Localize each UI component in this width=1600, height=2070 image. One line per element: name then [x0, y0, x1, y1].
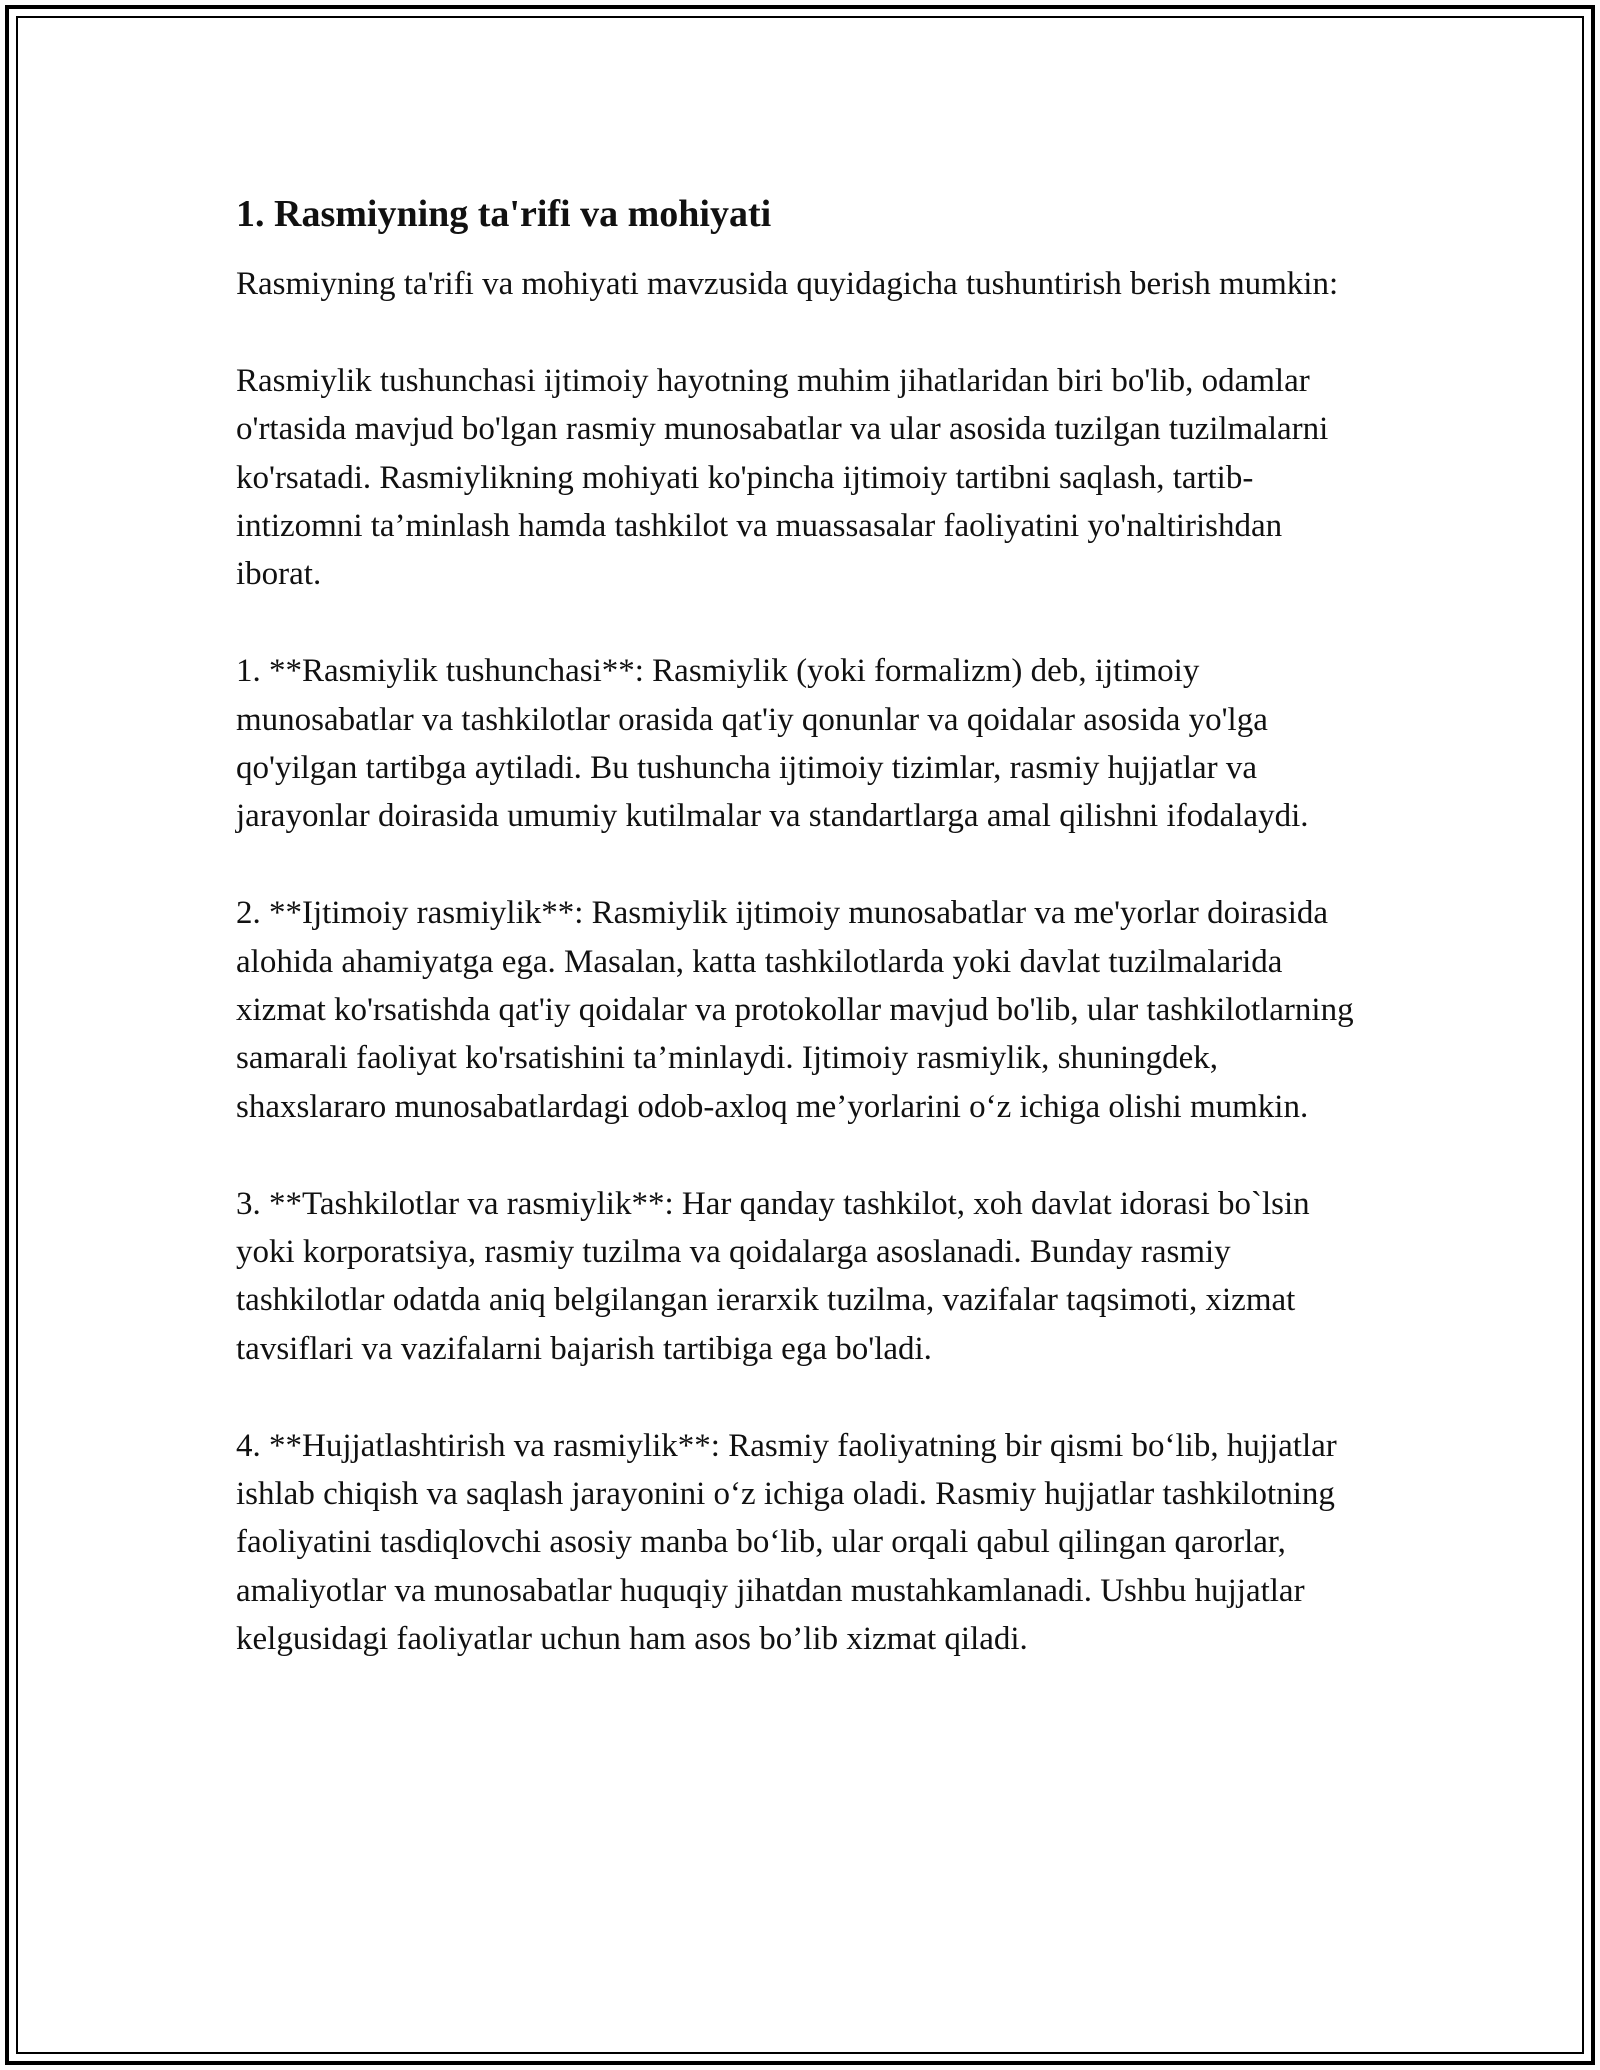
section-heading: 1. Rasmiyning ta'rifi va mohiyati [236, 193, 772, 235]
point-1-paragraph: 1. **Rasmiylik tushunchasi**: Rasmiylik (yoki formalizm) deb, ijtimoiy munosabatlar va tashkilotlar orasida qat'iy qonunlar va qoidalar asosida yo'lga qo'yilgan tartibga aytiladi. Bu tushuncha ijtimoiy tizimlar, rasmiy hujjatlar va jarayonlar doirasida umumiy kutilmalar va standartlarga amal qilishni ifodalaydi. [236, 653, 1309, 835]
point-2-paragraph: 2. **Ijtimoiy rasmiylik**: Rasmiylik ijtimoiy munosabatlar va me'yorlar doirasida alohida ahamiyatga ega. Masalan, katta tashkilotlarda yoki davlat tuzilmalarida xizmat ko'rsatishda qat'iy qoidalar va protokollar mavjud bo'lib, ular tashkilotlarning samarali faoliyat ko'rsatishini ta’minlaydi. Ijtimoiy rasmiylik, shuningdek, shaxslararo munosabatlardagi odob-axloq me’yorlarini o‘z ichiga olishi mumkin. [236, 895, 1354, 1125]
point-3-paragraph: 3. **Tashkilotlar va rasmiylik**: Har qanday tashkilot, xoh davlat idorasi bo`lsin yoki korporatsiya, rasmiy tuzilma va qoidalarga asoslanadi. Bunday rasmiy tashkilotlar odatda aniq belgilangan ierarxik tuzilma, vazifalar taqsimoti, xizmat tavsiflari va vazifalarni bajarish tartibiga ega bo'ladi. [236, 1185, 1310, 1367]
document-body [236, 188, 1366, 1664]
point-4-paragraph: 4. **Hujjatlashtirish va rasmiylik**: Rasmiy faoliyatning bir qismi bo‘lib, hujjatlar ishlab chiqish va saqlash jarayonini o‘z ichiga oladi. Rasmiy hujjatlar tashkilotning faoliyatini tasdiqlovchi asosiy manba bo‘lib, ular orqali qabul qilingan qarorlar, amaliyotlar va munosabatlar huquqiy jihatdan mustahkamlanadi. Ushbu hujjatlar kelgusidagi faoliyatlar uchun ham asos bo’lib xizmat qiladi. [236, 1427, 1337, 1658]
intro-paragraph: Rasmiyning ta'rifi va mohiyati mavzusida quyidagicha tushuntirish berish mumkin: [236, 266, 1339, 302]
definition-paragraph: Rasmiylik tushunchasi ijtimoiy hayotning muhim jihatlaridan biri bo'lib, odamlar o'rtasida mavjud bo'lgan rasmiy munosabatlar va ular asosida tuzilgan tuzilmalarni ko'rsatadi. Rasmiylikning mohiyati ko'pincha ijtimoiy tartibni saqlash, tartib-intizomni ta’minlash hamda tashkilot va muassasalar faoliyatini yo'naltirishdan iborat. [236, 362, 1329, 593]
